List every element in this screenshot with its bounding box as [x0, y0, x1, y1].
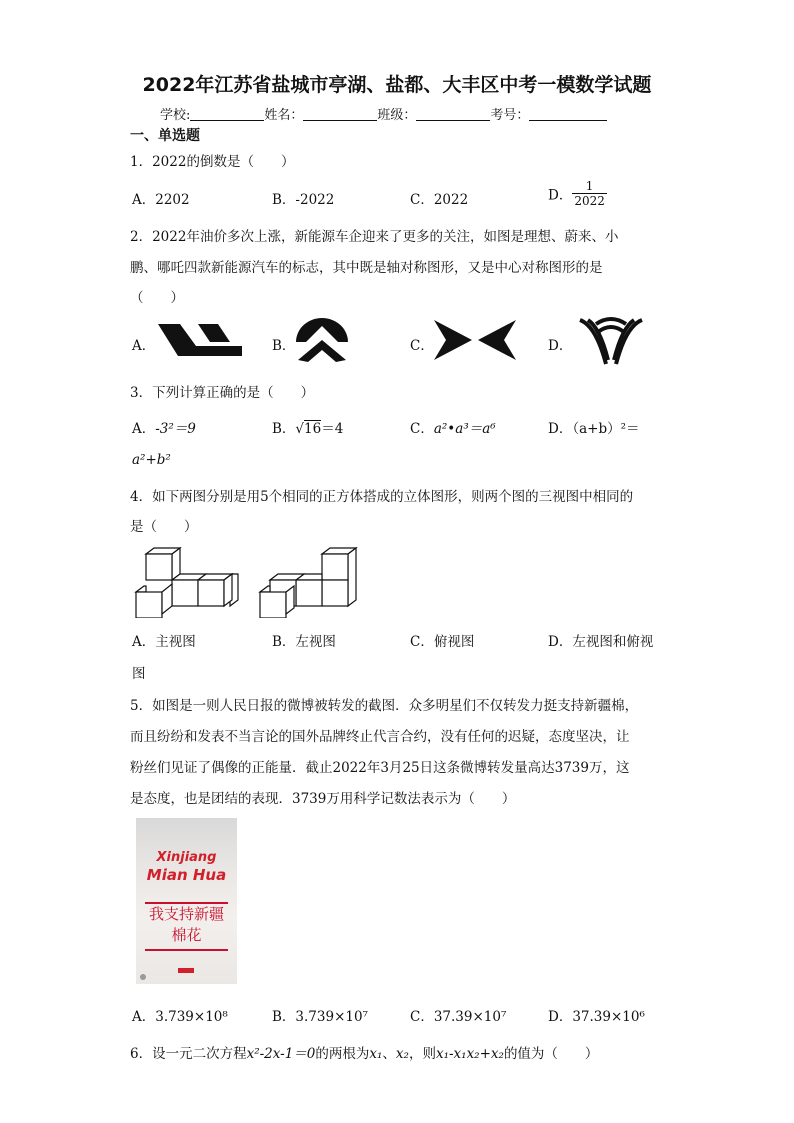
school-label: 学校: [160, 108, 191, 123]
q6-stem [130, 1042, 598, 1062]
student-info-line [160, 104, 607, 123]
people-daily-logo-icon [178, 968, 194, 973]
q3-option-a-expr: -3²＝9 [155, 421, 196, 437]
photo-text-mianhua: Mian Hua [146, 866, 227, 884]
nio-logo-icon [294, 316, 350, 364]
q2-line-1: 2．2022年油价多次上涨，新能源车企迎来了更多的关注，如图是理想、蔚来、小 [130, 229, 619, 245]
photo-divider-bottom [145, 949, 228, 951]
q3-stem: 3．下列计算正确的是（ ） [130, 385, 315, 401]
q4-option-d: D．左视图和俯视 [548, 634, 654, 650]
q2-option-a: A． [132, 338, 156, 354]
q5-option-c: C．37.39×10⁷ [410, 1009, 507, 1025]
li-auto-logo-icon [158, 322, 242, 358]
photo-text-support-cotton: 我支持新疆棉花 [148, 905, 224, 944]
q1-option-c: C．2022 [410, 192, 469, 208]
q6-x2: x₂ [395, 1046, 409, 1062]
q3-option-c [410, 417, 496, 437]
neta-logo-icon [578, 316, 644, 366]
q5-line-4: 是态度，也是团结的表现．3739万用科学记数法表示为（ ） [130, 791, 516, 807]
name-label: 姓名： [264, 108, 304, 123]
q2-option-b: B． [272, 338, 296, 354]
q4-line-2: 是（ ） [130, 519, 198, 535]
q5-option-b: B．3.739×10⁷ [272, 1009, 368, 1025]
q3-radicand: 16 [304, 421, 322, 437]
q2-line-3: （ ） [130, 290, 184, 306]
q6-stem-a: 6．设一元二次方程 [130, 1046, 247, 1062]
q1-fraction-denominator: 2022 [574, 194, 605, 208]
q5-line-3: 粉丝们见证了偶像的正能量．截止2022年3月25日这条微博转发量高达3739万，这 [130, 760, 630, 776]
xpeng-logo-icon [432, 318, 518, 362]
section-heading: 一、单选题 [130, 128, 200, 144]
q2-line-2: 鹏、哪吒四款新能源汽车的标志，其中既是轴对称图形，又是中心对称图形的是 [130, 260, 603, 276]
q1-fraction-numerator: 1 [585, 179, 594, 193]
q6-stem-c: ，则 [408, 1046, 436, 1062]
cube-figure-1-icon [134, 546, 242, 618]
school-blank[interactable] [190, 108, 264, 121]
class-label: 班级： [377, 108, 417, 123]
q6-stem-b: 的两根为 [315, 1046, 370, 1062]
q2-option-d: D． [548, 338, 573, 354]
q6-x1: x₁ [369, 1046, 383, 1062]
exam-no-blank[interactable] [529, 108, 607, 121]
q3-option-c-expr: a²•a³＝a⁶ [433, 421, 496, 437]
q5-line-2: 而且纷纷和发表不当言论的国外品牌终止代言合约，没有任何的迟疑，态度坚决，让 [130, 729, 630, 745]
q3-option-a [132, 417, 196, 437]
q3-option-d-label: D． [548, 421, 573, 437]
class-blank[interactable] [416, 108, 490, 121]
sqrt-symbol-icon: √ [295, 421, 305, 437]
q4-line-1: 4．如下两图分别是用5个相同的正方体搭成的立体图形，则两个图的三视图中相同的 [130, 489, 634, 505]
q3-option-c-label: C． [410, 421, 434, 437]
q3-option-b [272, 417, 343, 437]
q3-option-d-cont: a²+b² [132, 452, 171, 468]
weibo-screenshot-image [136, 818, 237, 984]
q1-stem: 1．2022的倒数是（ ） [130, 154, 295, 170]
q4-option-d-continued: 图 [132, 666, 146, 682]
q3-option-d-continued [132, 452, 171, 468]
q6-expression: x₁-x₁x₂+x₂ [435, 1046, 504, 1062]
q6-equation: x²-2x-1＝0 [246, 1046, 316, 1062]
exam-title: 2022年江苏省盐城市亭湖、盐都、大丰区中考一模数学试题 [142, 74, 652, 96]
q1-option-a: A．2202 [132, 192, 190, 208]
q1-option-d-label: D． [548, 187, 573, 204]
exam-no-label: 考号： [490, 108, 530, 123]
q4-option-b: B．左视图 [272, 634, 336, 650]
name-blank[interactable] [303, 108, 377, 121]
q4-option-a: A．主视图 [132, 634, 196, 650]
q6-separator: 、 [382, 1046, 396, 1062]
cube-figure-2-icon [258, 546, 362, 618]
q3-option-b-label: B． [272, 421, 296, 437]
q2-option-c: C． [410, 338, 434, 354]
photo-corner-icon [140, 974, 146, 980]
q4-option-c: C．俯视图 [410, 634, 475, 650]
q5-option-d: D．37.39×10⁶ [548, 1009, 645, 1025]
q6-stem-d: 的值为（ ） [503, 1046, 599, 1062]
photo-text-xinjiang: Xinjiang [156, 850, 217, 865]
q3-option-d [548, 417, 640, 437]
q5-option-a: A．3.739×10⁸ [132, 1009, 228, 1025]
q5-line-1: 5．如图是一则人民日报的微博被转发的截图．众多明星们不仅转发力挺支持新疆棉， [130, 698, 639, 714]
q3-option-d-expr: （a+b）²＝ [572, 421, 640, 437]
q1-option-b: B．-2022 [272, 192, 335, 208]
q3-option-a-label: A． [132, 421, 156, 437]
q1-option-d [548, 179, 607, 208]
q3-option-b-rest: ＝4 [321, 421, 344, 437]
